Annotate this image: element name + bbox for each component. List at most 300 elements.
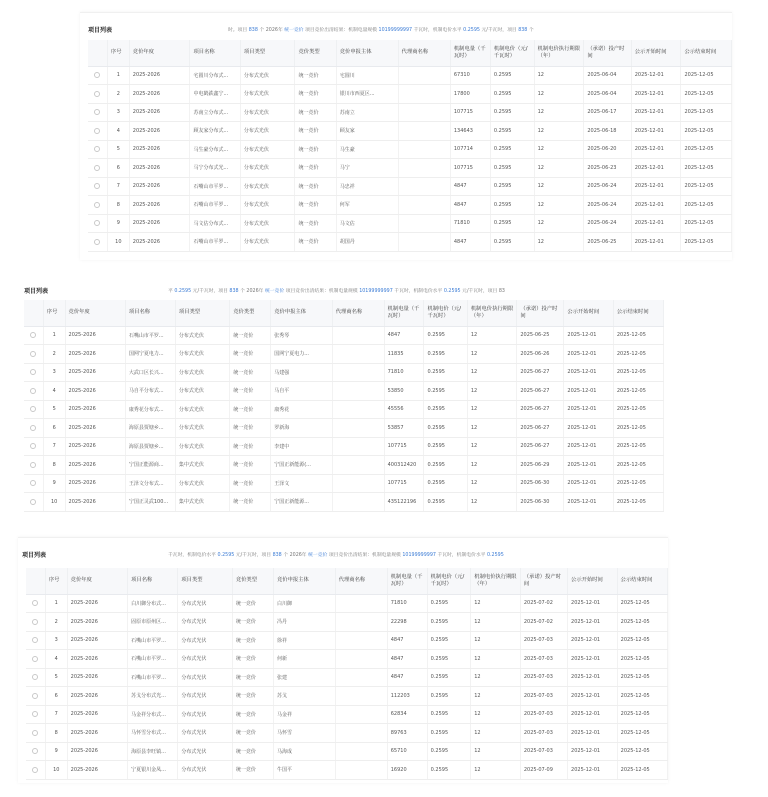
cell-mech-term: 12: [467, 382, 516, 401]
table-row[interactable]: [26, 631, 668, 650]
cell-commissioning-date: 2025-07-03: [520, 705, 567, 724]
cell-agent: [335, 631, 387, 650]
cell-mech-volume: 65710: [387, 742, 427, 761]
cell-commissioning-date: 2025-06-04: [584, 66, 631, 85]
table-row[interactable]: [26, 687, 668, 706]
row-select-cell[interactable]: [24, 400, 43, 419]
cell-bid-type: 统一竞价: [230, 400, 271, 419]
cell-mech-term: 12: [534, 159, 584, 178]
cell-index: 5: [43, 400, 65, 419]
cell-project-type: 分布式光伏: [240, 159, 295, 178]
column-header-publicity-start: 公示开始时间: [568, 568, 618, 594]
cell-publicity-start: 2025-12-01: [631, 177, 681, 196]
column-header-publicity-end: 公示结束时间: [617, 568, 667, 594]
cell-project-type: 分布式光伏: [178, 687, 232, 706]
row-select-cell[interactable]: [24, 382, 43, 401]
table-row[interactable]: [26, 613, 668, 632]
cell-mech-term: 12: [467, 363, 516, 382]
table-row[interactable]: [24, 363, 664, 382]
row-select-cell[interactable]: [24, 345, 43, 364]
cell-agent: [335, 742, 387, 761]
table-row[interactable]: [26, 761, 668, 780]
cell-mech-volume: 435122196: [384, 493, 424, 512]
cell-mech-volume: 71810: [384, 363, 424, 382]
row-select-cell[interactable]: [24, 474, 43, 493]
cell-bid-year: 2025-2026: [129, 196, 190, 215]
cell-bid-year: 2025-2026: [65, 382, 125, 401]
table-row[interactable]: [24, 456, 664, 475]
cell-project-type: 分布式光伏: [175, 345, 229, 364]
row-select-cell[interactable]: [26, 594, 45, 613]
row-select-cell[interactable]: [88, 85, 107, 104]
table-row[interactable]: [24, 419, 664, 438]
row-select-cell[interactable]: [26, 687, 45, 706]
table-row[interactable]: [24, 493, 664, 512]
row-select-cell[interactable]: [24, 326, 43, 345]
cell-publicity-end: 2025-12-05: [613, 419, 663, 438]
cell-project-name: 固原市原州区...: [128, 613, 178, 632]
cell-mech-volume: 4847: [387, 650, 427, 669]
cell-project-type: 分布式光伏: [175, 382, 229, 401]
cell-publicity-start: 2025-12-01: [568, 668, 618, 687]
row-radio-button[interactable]: [30, 425, 36, 431]
cell-bid-year: 2025-2026: [67, 668, 128, 687]
cell-commissioning-date: 2025-06-27: [517, 437, 564, 456]
cell-project-type: 分布式光伏: [240, 233, 295, 252]
cell-bid-year: 2025-2026: [65, 326, 125, 345]
cell-bid-type: 统一竞价: [295, 233, 336, 252]
cell-project-type: 分布式光伏: [175, 419, 229, 438]
cell-project-name: 中电鹤鉄鑫宁...: [190, 85, 240, 104]
cell-mech-term: 12: [471, 613, 521, 632]
cell-bidder: 罗新海: [271, 419, 333, 438]
cell-commissioning-date: 2025-06-04: [584, 85, 631, 104]
cell-agent: [335, 668, 387, 687]
cell-publicity-start: 2025-12-01: [631, 196, 681, 215]
cell-bid-type: 统一竞价: [295, 214, 336, 233]
cell-bid-type: 统一竞价: [295, 122, 336, 141]
cell-publicity-end: 2025-12-05: [681, 196, 732, 215]
cell-publicity-start: 2025-12-01: [564, 474, 613, 493]
cell-mech-price: 0.2595: [490, 140, 534, 159]
cell-bid-type: 统一竞价: [232, 742, 273, 761]
cell-project-type: 集中式光伏: [175, 493, 229, 512]
cell-publicity-end: 2025-12-05: [617, 742, 667, 761]
cell-project-name: 大武口区长兴...: [125, 363, 175, 382]
cell-publicity-end: 2025-12-05: [613, 400, 663, 419]
cell-bidder: 马海成: [273, 742, 335, 761]
cell-commissioning-date: 2025-06-30: [517, 493, 564, 512]
cell-bid-type: 统一竞价: [232, 761, 273, 780]
cell-mech-price: 0.2595: [427, 631, 471, 650]
cell-project-name: 石嘴山市平罗...: [128, 631, 178, 650]
row-select-cell[interactable]: [26, 631, 45, 650]
cell-agent: [332, 437, 384, 456]
cell-mech-price: 0.2595: [424, 363, 467, 382]
cell-mech-term: 12: [471, 742, 521, 761]
cell-commissioning-date: 2025-07-03: [520, 631, 567, 650]
row-select-cell[interactable]: [24, 419, 43, 438]
cell-agent: [335, 761, 387, 780]
cell-mech-volume: 45556: [384, 400, 424, 419]
table-row[interactable]: [24, 382, 664, 401]
cell-project-name: 马怀雪分布式...: [128, 724, 178, 743]
cell-mech-price: 0.2595: [490, 159, 534, 178]
table-row[interactable]: [88, 66, 732, 85]
cell-bid-type: 统一竞价: [232, 668, 273, 687]
cell-mech-volume: 4847: [387, 631, 427, 650]
row-radio-button[interactable]: [30, 369, 36, 375]
table-row[interactable]: [88, 177, 732, 196]
row-radio-button[interactable]: [94, 202, 100, 208]
row-select-cell[interactable]: [88, 177, 107, 196]
row-radio-button[interactable]: [32, 748, 38, 754]
row-radio-button[interactable]: [32, 767, 38, 773]
cell-bid-year: 2025-2026: [65, 363, 125, 382]
table-row[interactable]: [88, 140, 732, 159]
table-row[interactable]: [24, 400, 664, 419]
row-select-cell[interactable]: [24, 456, 43, 475]
table-row[interactable]: [24, 326, 664, 345]
cell-commissioning-date: 2025-06-25: [517, 326, 564, 345]
cell-index: 3: [45, 631, 67, 650]
row-radio-button[interactable]: [94, 220, 100, 226]
cell-mech-price: 0.2595: [424, 419, 467, 438]
cell-bid-year: 2025-2026: [65, 474, 125, 493]
cell-mech-volume: 11835: [384, 345, 424, 364]
column-header-project-type: 项目类型: [175, 300, 229, 326]
cell-mech-term: 12: [467, 474, 516, 493]
cell-mech-term: 12: [467, 456, 516, 475]
cell-commissioning-date: 2025-06-27: [517, 382, 564, 401]
cell-commissioning-date: 2025-07-09: [520, 761, 567, 780]
cell-project-type: 分布式光伏: [175, 363, 229, 382]
row-radio-button[interactable]: [30, 406, 36, 412]
table-row[interactable]: [88, 85, 732, 104]
cell-bid-year: 2025-2026: [129, 85, 190, 104]
row-radio-button[interactable]: [30, 462, 36, 468]
cell-bid-year: 2025-2026: [129, 66, 190, 85]
cell-publicity-start: 2025-12-01: [564, 400, 613, 419]
row-radio-button[interactable]: [30, 332, 36, 338]
cell-mech-term: 12: [471, 650, 521, 669]
cell-bidder: 张秀琴: [271, 326, 333, 345]
table-row[interactable]: [26, 650, 668, 669]
cell-agent: [398, 85, 450, 104]
column-header-index: 序号: [43, 300, 65, 326]
cell-mech-volume: 4847: [387, 668, 427, 687]
cell-mech-price: 0.2595: [490, 177, 534, 196]
cell-project-name: 石嘴山市平罗...: [128, 650, 178, 669]
table-row[interactable]: [26, 594, 668, 613]
row-select-cell[interactable]: [88, 196, 107, 215]
cell-bid-type: 统一竞价: [232, 631, 273, 650]
cell-index: 5: [45, 668, 67, 687]
cell-commissioning-date: 2025-06-27: [517, 363, 564, 382]
row-radio-button[interactable]: [30, 443, 36, 449]
cell-bid-year: 2025-2026: [67, 705, 128, 724]
cell-commissioning-date: 2025-06-17: [584, 103, 631, 122]
cell-bid-type: 统一竞价: [230, 382, 271, 401]
table-row[interactable]: [24, 345, 664, 364]
row-select-cell[interactable]: [26, 668, 45, 687]
cell-mech-price: 0.2595: [427, 705, 471, 724]
row-radio-button[interactable]: [32, 619, 38, 625]
row-radio-button[interactable]: [30, 388, 36, 394]
cell-bid-year: 2025-2026: [129, 159, 190, 178]
table-row[interactable]: [88, 103, 732, 122]
cell-bid-year: 2025-2026: [129, 177, 190, 196]
row-radio-button[interactable]: [32, 600, 38, 606]
cell-commissioning-date: 2025-07-03: [520, 687, 567, 706]
row-radio-button[interactable]: [32, 711, 38, 717]
cell-index: 9: [43, 474, 65, 493]
cell-project-name: 石嘴山市平罗...: [190, 233, 240, 252]
cell-mech-term: 12: [467, 493, 516, 512]
cell-publicity-end: 2025-12-05: [613, 326, 663, 345]
cell-mech-price: 0.2595: [427, 668, 471, 687]
row-radio-button[interactable]: [94, 183, 100, 189]
cell-project-type: 分布式光伏: [178, 761, 232, 780]
cell-bid-year: 2025-2026: [129, 233, 190, 252]
table-row[interactable]: [88, 233, 732, 252]
cell-project-name: 海原县李旺镇...: [128, 742, 178, 761]
cell-publicity-end: 2025-12-05: [617, 650, 667, 669]
cell-project-name: 石嘴山市平罗...: [128, 668, 178, 687]
cell-mech-term: 12: [534, 196, 584, 215]
column-header-select: [26, 568, 45, 594]
table-row[interactable]: [24, 474, 664, 493]
row-radio-button[interactable]: [94, 109, 100, 115]
project-list-panel-2: [18, 280, 664, 516]
cell-project-name: 苏南立分布式...: [190, 103, 240, 122]
cell-bid-year: 2025-2026: [67, 650, 128, 669]
column-header-project-name: 项目名称: [190, 40, 240, 66]
cell-project-name: 顾友家分布式...: [190, 122, 240, 141]
cell-project-type: 分布式光伏: [240, 85, 295, 104]
row-select-cell[interactable]: [26, 761, 45, 780]
table-row[interactable]: [24, 437, 664, 456]
cell-mech-volume: 400312420: [384, 456, 424, 475]
cell-project-name: 宁夏银川金凤...: [128, 761, 178, 780]
cell-agent: [335, 613, 387, 632]
cell-bidder: 何军: [336, 196, 398, 215]
cell-publicity-end: 2025-12-05: [617, 687, 667, 706]
cell-index: 3: [107, 103, 129, 122]
row-select-cell[interactable]: [26, 724, 45, 743]
cell-agent: [332, 493, 384, 512]
cell-mech-term: 12: [471, 668, 521, 687]
cell-mech-term: 12: [467, 419, 516, 438]
cell-project-name: 石嘴山市平罗...: [190, 177, 240, 196]
cell-mech-volume: 134643: [450, 122, 490, 141]
table-row[interactable]: [26, 668, 668, 687]
row-radio-button[interactable]: [30, 499, 36, 505]
column-header-project-type: 项目类型: [178, 568, 232, 594]
cell-bidder: 苏南立: [336, 103, 398, 122]
cell-index: 7: [107, 177, 129, 196]
column-header-bidder: 竞价申报主体: [336, 40, 398, 66]
column-header-commissioning-date: （承诺）投产时间: [517, 300, 564, 326]
cell-commissioning-date: 2025-06-18: [584, 122, 631, 141]
row-select-cell[interactable]: [26, 705, 45, 724]
cell-index: 1: [43, 326, 65, 345]
cell-bidder: 李建中: [271, 437, 333, 456]
cell-mech-volume: 4847: [384, 326, 424, 345]
row-select-cell[interactable]: [88, 66, 107, 85]
cell-bid-type: 统一竞价: [232, 613, 273, 632]
cell-bid-year: 2025-2026: [67, 613, 128, 632]
row-select-cell[interactable]: [88, 159, 107, 178]
cell-publicity-start: 2025-12-01: [568, 631, 618, 650]
cell-bidder: 徐祥: [273, 631, 335, 650]
cell-mech-volume: 71810: [450, 214, 490, 233]
cell-mech-volume: 53850: [384, 382, 424, 401]
cell-publicity-start: 2025-12-01: [564, 382, 613, 401]
cell-publicity-start: 2025-12-01: [568, 761, 618, 780]
table-row[interactable]: [26, 724, 668, 743]
table-row[interactable]: [26, 705, 668, 724]
table-row[interactable]: [88, 159, 732, 178]
cell-commissioning-date: 2025-07-03: [520, 668, 567, 687]
row-select-cell[interactable]: [88, 122, 107, 141]
row-radio-button[interactable]: [94, 239, 100, 245]
summary-line: 平 0.2595 元/千瓦时，项目 838 个 2026年 统一竞价 项目竞价出清结果：机制电量规模 10199999997 千瓦时，机制电价水平 0.2595 元/千瓦时，项目 83: [168, 289, 505, 294]
cell-bidder: 张建: [273, 668, 335, 687]
cell-publicity-end: 2025-12-05: [681, 177, 732, 196]
row-radio-button[interactable]: [32, 656, 38, 662]
cell-bid-type: 统一竞价: [232, 705, 273, 724]
column-header-bid-year: 竞价年度: [129, 40, 190, 66]
cell-bidder: 康秀花: [271, 400, 333, 419]
cell-bidder: 冯丹: [273, 613, 335, 632]
row-select-cell[interactable]: [88, 233, 107, 252]
cell-bidder: 银川市西夏区...: [336, 85, 398, 104]
row-radio-button[interactable]: [32, 637, 38, 643]
cell-project-name: 宁国正灵武100...: [125, 493, 175, 512]
cell-agent: [332, 456, 384, 475]
cell-mech-volume: 107715: [450, 103, 490, 122]
cell-mech-term: 12: [534, 85, 584, 104]
cell-mech-volume: 89763: [387, 724, 427, 743]
cell-publicity-end: 2025-12-05: [681, 140, 732, 159]
column-header-publicity-start: 公示开始时间: [631, 40, 681, 66]
cell-index: 10: [45, 761, 67, 780]
cell-publicity-start: 2025-12-01: [564, 345, 613, 364]
cell-mech-term: 12: [534, 177, 584, 196]
row-radio-button[interactable]: [94, 128, 100, 134]
cell-bid-type: 统一竞价: [295, 103, 336, 122]
cell-mech-volume: 107715: [384, 474, 424, 493]
cell-index: 7: [45, 705, 67, 724]
row-radio-button[interactable]: [94, 91, 100, 97]
cell-agent: [398, 233, 450, 252]
cell-mech-price: 0.2595: [427, 594, 471, 613]
cell-index: 10: [107, 233, 129, 252]
cell-bidder: 苏戈: [273, 687, 335, 706]
row-select-cell[interactable]: [88, 140, 107, 159]
cell-project-type: 集中式光伏: [175, 456, 229, 475]
row-radio-button[interactable]: [94, 72, 100, 78]
cell-mech-volume: 107715: [384, 437, 424, 456]
table-row[interactable]: [88, 196, 732, 215]
row-select-cell[interactable]: [26, 742, 45, 761]
cell-project-type: 分布式光伏: [240, 66, 295, 85]
cell-mech-price: 0.2595: [427, 724, 471, 743]
table-row[interactable]: [26, 742, 668, 761]
cell-agent: [335, 594, 387, 613]
row-select-cell[interactable]: [26, 613, 45, 632]
row-radio-button[interactable]: [94, 146, 100, 152]
cell-bid-type: 统一竞价: [230, 437, 271, 456]
cell-commissioning-date: 2025-06-23: [584, 159, 631, 178]
cell-bidder: 宁国正新能源(...: [271, 456, 333, 475]
row-radio-button[interactable]: [30, 480, 36, 486]
cell-index: 5: [107, 140, 129, 159]
cell-bid-year: 2025-2026: [65, 456, 125, 475]
cell-bidder: 宅圆川: [336, 66, 398, 85]
cell-mech-term: 12: [534, 66, 584, 85]
row-radio-button[interactable]: [94, 165, 100, 171]
cell-commissioning-date: 2025-06-25: [584, 233, 631, 252]
cell-publicity-end: 2025-12-05: [617, 631, 667, 650]
row-select-cell[interactable]: [24, 363, 43, 382]
cell-commissioning-date: 2025-06-24: [584, 214, 631, 233]
cell-project-name: 马金祥分布式...: [128, 705, 178, 724]
table-row[interactable]: [88, 214, 732, 233]
row-select-cell[interactable]: [24, 437, 43, 456]
cell-agent: [335, 687, 387, 706]
cell-bidder: 何新: [273, 650, 335, 669]
cell-agent: [398, 103, 450, 122]
row-radio-button[interactable]: [32, 674, 38, 680]
cell-index: 6: [107, 159, 129, 178]
row-radio-button[interactable]: [30, 351, 36, 357]
cell-publicity-end: 2025-12-05: [613, 345, 663, 364]
cell-agent: [332, 345, 384, 364]
cell-mech-term: 12: [471, 761, 521, 780]
summary-line: 时。项目 838 个 2026年 统一竞价 项目竞价出清结果：机制电量规模 10199999997 千瓦时，机制电价水平 0.2595 元/千瓦时，项目 838 个: [228, 28, 534, 33]
row-select-cell[interactable]: [88, 214, 107, 233]
cell-mech-volume: 67310: [450, 66, 490, 85]
row-select-cell[interactable]: [24, 493, 43, 512]
cell-project-type: 分布式光伏: [240, 196, 295, 215]
column-header-index: 序号: [107, 40, 129, 66]
cell-index: 9: [107, 214, 129, 233]
cell-publicity-end: 2025-12-05: [617, 724, 667, 743]
cell-publicity-start: 2025-12-01: [564, 363, 613, 382]
cell-index: 7: [43, 437, 65, 456]
row-radio-button[interactable]: [32, 693, 38, 699]
cell-index: 4: [107, 122, 129, 141]
row-radio-button[interactable]: [32, 730, 38, 736]
cell-project-name: 马生豪分布式...: [190, 140, 240, 159]
cell-agent: [332, 326, 384, 345]
cell-mech-price: 0.2595: [490, 196, 534, 215]
cell-bid-year: 2025-2026: [67, 631, 128, 650]
row-select-cell[interactable]: [88, 103, 107, 122]
cell-project-name: 马文估分布式...: [190, 214, 240, 233]
cell-commissioning-date: 2025-07-02: [520, 613, 567, 632]
cell-bid-year: 2025-2026: [129, 214, 190, 233]
cell-publicity-start: 2025-12-01: [568, 613, 618, 632]
table-row[interactable]: [88, 122, 732, 141]
cell-mech-volume: 107714: [450, 140, 490, 159]
row-select-cell[interactable]: [26, 650, 45, 669]
cell-commissioning-date: 2025-06-24: [584, 177, 631, 196]
cell-mech-price: 0.2595: [490, 103, 534, 122]
column-header-bidder: 竞价申报主体: [271, 300, 333, 326]
